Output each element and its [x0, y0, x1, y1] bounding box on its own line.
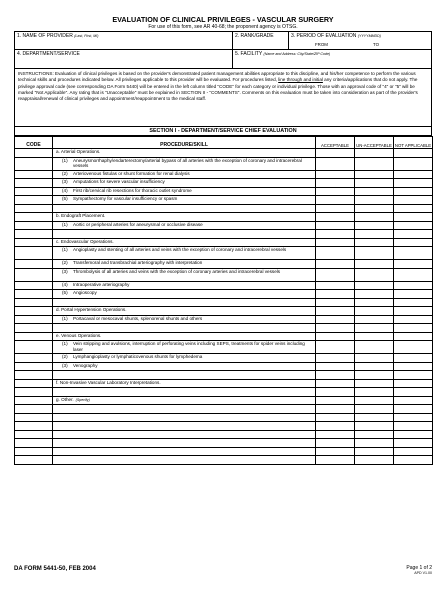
privilege-text: Transfemoral and transbrachial arteriography with interpretation — [73, 260, 203, 265]
privilege-unacceptable-cell[interactable] — [355, 179, 394, 188]
privilege-cell — [53, 362, 316, 371]
privilege-text: Aortic or peripheral arteries for aneurysmal or occlusive disease — [73, 221, 203, 227]
privilege-number: (5) — [62, 196, 68, 201]
privilege-unacceptable-cell[interactable] — [355, 354, 394, 363]
privilege-number: (2) — [62, 260, 68, 265]
privilege-unacceptable-cell[interactable] — [355, 221, 394, 230]
section-1-title: SECTION I - DEPARTMENT/SERVICE CHIEF EVALUATION — [14, 127, 432, 136]
blank-acceptable-cell[interactable] — [316, 422, 355, 431]
blank-acceptable-cell[interactable] — [316, 405, 355, 414]
facility-label: 5. FACILITY — [235, 51, 263, 57]
blank-code-cell[interactable] — [15, 324, 53, 333]
privilege-acceptable-cell[interactable] — [316, 221, 355, 230]
privilege-code-cell[interactable] — [15, 157, 53, 170]
group-acceptable-cell[interactable] — [316, 332, 355, 341]
group-label-cell — [53, 396, 316, 405]
group-label-cell — [53, 332, 316, 341]
privilege-acceptable-cell[interactable] — [316, 187, 355, 196]
group-label: a. Arterial Operations. — [56, 149, 101, 154]
group-unacceptable-cell[interactable] — [355, 149, 394, 158]
blank-row — [15, 456, 433, 465]
group-label-cell — [53, 238, 316, 247]
privilege-row — [15, 247, 433, 260]
privilege-cell — [53, 157, 316, 170]
group-unacceptable-cell[interactable] — [355, 396, 394, 405]
privilege-number: (1) — [62, 341, 68, 346]
privilege-number: (1) — [62, 221, 68, 227]
blank-not-applicable-cell[interactable] — [394, 371, 433, 380]
privilege-not-applicable-cell[interactable] — [394, 170, 433, 179]
group-not-applicable-cell[interactable] — [394, 332, 433, 341]
group-label-cell — [53, 213, 316, 222]
procedure-column-header: PROCEDURE/SKILL — [53, 137, 316, 149]
privilege-unacceptable-cell[interactable] — [355, 290, 394, 299]
blank-unacceptable-cell[interactable] — [355, 439, 394, 448]
blank-unacceptable-cell[interactable] — [355, 388, 394, 397]
privilege-not-applicable-cell[interactable] — [394, 315, 433, 324]
group-row — [15, 396, 433, 405]
blank-acceptable-cell[interactable] — [316, 388, 355, 397]
privilege-not-applicable-cell[interactable] — [394, 187, 433, 196]
privilege-cell — [53, 187, 316, 196]
blank-unacceptable-cell[interactable] — [355, 324, 394, 333]
blank-unacceptable-cell[interactable] — [355, 204, 394, 213]
rank-grade-label: 2. RANK/GRADE — [235, 33, 274, 39]
privilege-row — [15, 341, 433, 354]
header-block — [14, 31, 432, 69]
department-service-label: 4. DEPARTMENT/SERVICE — [17, 51, 80, 57]
blank-code-cell[interactable] — [15, 230, 53, 239]
privilege-row — [15, 187, 433, 196]
blank-row — [15, 439, 433, 448]
privilege-code-cell[interactable] — [15, 362, 53, 371]
blank-procedure-cell[interactable] — [53, 230, 316, 239]
blank-row — [15, 230, 433, 239]
blank-row — [15, 405, 433, 414]
blank-not-applicable-cell[interactable] — [394, 447, 433, 456]
privilege-text: Aneurysmorrhaphy/endarterectomy/arterial bypass of all arteries with the exception of coronary and intracerebral vessels — [73, 157, 302, 169]
blank-procedure-cell[interactable] — [53, 439, 316, 448]
privilege-not-applicable-cell[interactable] — [394, 247, 433, 260]
blank-unacceptable-cell[interactable] — [355, 447, 394, 456]
blank-unacceptable-cell[interactable] — [355, 298, 394, 307]
privilege-code-cell[interactable] — [15, 221, 53, 230]
blank-code-cell[interactable] — [15, 439, 53, 448]
blank-procedure-cell[interactable] — [53, 204, 316, 213]
group-acceptable-cell[interactable] — [316, 307, 355, 316]
blank-acceptable-cell[interactable] — [316, 371, 355, 380]
privilege-number: (3) — [62, 179, 68, 184]
blank-procedure-cell[interactable] — [53, 324, 316, 333]
group-row — [15, 332, 433, 341]
blank-not-applicable-cell[interactable] — [394, 204, 433, 213]
group-unacceptable-cell[interactable] — [355, 332, 394, 341]
acceptable-column-header: ACCEPTABLE — [316, 137, 355, 149]
group-code-cell[interactable] — [15, 379, 53, 388]
privilege-cell — [53, 170, 316, 179]
privilege-number: (2) — [62, 354, 68, 359]
instructions-underlined-text: line through and initial — [278, 77, 323, 83]
page-number: Page 1 of 2 — [406, 565, 432, 571]
group-not-applicable-cell[interactable] — [394, 213, 433, 222]
blank-procedure-cell[interactable] — [53, 413, 316, 422]
evaluation-period-hint: (YYYYMMDD) — [357, 34, 381, 38]
group-not-applicable-cell[interactable] — [394, 396, 433, 405]
privilege-row — [15, 221, 433, 230]
blank-procedure-cell[interactable] — [53, 388, 316, 397]
code-column-header: CODE — [15, 137, 53, 149]
privilege-not-applicable-cell[interactable] — [394, 268, 433, 281]
group-code-cell[interactable] — [15, 238, 53, 247]
instructions-text-part2: any criteria/applications that do not apply. The privilege approval code (see corresponding DA Form 5440) will be entered in the left column titled "CODE" for each category or individual privilege. Those with an approval code of "4" or "5" will be marked "Not Applicable". Any rating that is "Unacceptable" must be explained in SECTION II - "COMMENTS". Comments on this evaluation must be taken into consideration as part of the provider's reappraisal/renewal of clinical privileges and appointment/reappointment to the medical staff. — [18, 77, 418, 102]
blank-row — [15, 388, 433, 397]
group-not-applicable-cell[interactable] — [394, 149, 433, 158]
privilege-unacceptable-cell[interactable] — [355, 341, 394, 354]
group-label: c. Endovascular Operations. — [56, 238, 114, 244]
blank-procedure-cell[interactable] — [53, 422, 316, 431]
group-unacceptable-cell[interactable] — [355, 238, 394, 247]
group-label: b. Endograft Placement. — [56, 213, 106, 218]
privilege-code-cell[interactable] — [15, 187, 53, 196]
provider-name-hint: (Last, First, MI) — [74, 34, 99, 38]
blank-acceptable-cell[interactable] — [316, 413, 355, 422]
privilege-code-cell[interactable] — [15, 196, 53, 205]
privilege-unacceptable-cell[interactable] — [355, 196, 394, 205]
privilege-cell — [53, 281, 316, 290]
blank-not-applicable-cell[interactable] — [394, 413, 433, 422]
group-row — [15, 238, 433, 247]
blank-procedure-cell[interactable] — [53, 456, 316, 465]
privilege-cell — [53, 290, 316, 299]
blank-procedure-cell[interactable] — [53, 430, 316, 439]
group-not-applicable-cell[interactable] — [394, 307, 433, 316]
rank-grade-field[interactable] — [232, 32, 288, 49]
group-acceptable-cell[interactable] — [316, 396, 355, 405]
privilege-code-cell[interactable] — [15, 281, 53, 290]
blank-not-applicable-cell[interactable] — [394, 439, 433, 448]
group-acceptable-cell[interactable] — [316, 213, 355, 222]
group-label: f. Non-Invasive Vascular Laboratory Interpretations. — [56, 379, 161, 385]
blank-procedure-cell[interactable] — [53, 405, 316, 414]
privilege-code-cell[interactable] — [15, 247, 53, 260]
blank-code-cell[interactable] — [15, 405, 53, 414]
privilege-text: First rib/cervical rib resections for thoracic outlet syndrome — [73, 187, 192, 193]
privilege-not-applicable-cell[interactable] — [394, 196, 433, 205]
form-title: EVALUATION OF CLINICAL PRIVILEGES - VASCULAR SURGERY — [112, 15, 334, 24]
privilege-cell — [53, 260, 316, 269]
group-acceptable-cell[interactable] — [316, 379, 355, 388]
group-unacceptable-cell[interactable] — [355, 379, 394, 388]
privilege-unacceptable-cell[interactable] — [355, 260, 394, 269]
privilege-not-applicable-cell[interactable] — [394, 290, 433, 299]
blank-code-cell[interactable] — [15, 413, 53, 422]
blank-acceptable-cell[interactable] — [316, 230, 355, 239]
blank-code-cell[interactable] — [15, 456, 53, 465]
privilege-number: (4) — [62, 281, 68, 287]
group-code-cell[interactable] — [15, 332, 53, 341]
instructions-text-part1: INSTRUCTIONS: Evaluation of clinical privileges is based on the provider's demonstrated patient management abilities appropriate to this discipline, and his/her competence to perform the various technical skills and procedures indicated below. All privileges applicable to this provider will be evaluated. For procedures listed, — [18, 71, 416, 83]
privilege-row — [15, 196, 433, 205]
group-unacceptable-cell[interactable] — [355, 307, 394, 316]
provider-name-field[interactable] — [15, 32, 232, 49]
blank-unacceptable-cell[interactable] — [355, 456, 394, 465]
blank-row — [15, 430, 433, 439]
privilege-text: Arteriovenous fistulas or shunt formation for renal dialysis — [73, 170, 190, 176]
privilege-number: (3) — [62, 362, 68, 368]
blank-code-cell[interactable] — [15, 447, 53, 456]
privilege-cell — [53, 354, 316, 363]
privilege-acceptable-cell[interactable] — [316, 281, 355, 290]
blank-unacceptable-cell[interactable] — [355, 405, 394, 414]
privilege-code-cell[interactable] — [15, 179, 53, 188]
period-to-label: TO — [373, 42, 380, 47]
group-row — [15, 379, 433, 388]
blank-row — [15, 371, 433, 380]
blank-not-applicable-cell[interactable] — [394, 388, 433, 397]
blank-code-cell[interactable] — [15, 204, 53, 213]
privilege-row — [15, 260, 433, 269]
blank-acceptable-cell[interactable] — [316, 430, 355, 439]
privilege-code-cell[interactable] — [15, 260, 53, 269]
privilege-text: Intraoperative arteriography — [73, 281, 130, 287]
privilege-code-cell[interactable] — [15, 354, 53, 363]
privilege-not-applicable-cell[interactable] — [394, 281, 433, 290]
privilege-not-applicable-cell[interactable] — [394, 362, 433, 371]
privilege-text: Venography — [73, 362, 98, 368]
blank-acceptable-cell[interactable] — [316, 447, 355, 456]
privilege-acceptable-cell[interactable] — [316, 170, 355, 179]
blank-row — [15, 413, 433, 422]
privilege-text: Lymphangioplasty or lymphaticovenous shunts for lymphedema — [73, 354, 203, 359]
group-unacceptable-cell[interactable] — [355, 213, 394, 222]
privilege-acceptable-cell[interactable] — [316, 268, 355, 281]
privilege-acceptable-cell[interactable] — [316, 362, 355, 371]
blank-code-cell[interactable] — [15, 422, 53, 431]
group-not-applicable-cell[interactable] — [394, 379, 433, 388]
privilege-number: (2) — [62, 170, 68, 176]
blank-code-cell[interactable] — [15, 430, 53, 439]
privilege-text: Vein stripping and avulsions, interruption of perforating veins including SEPS, treatments for spider veins including laser — [73, 341, 305, 352]
blank-code-cell[interactable] — [15, 298, 53, 307]
privilege-acceptable-cell[interactable] — [316, 315, 355, 324]
group-not-applicable-cell[interactable] — [394, 238, 433, 247]
form-subtitle: For use of this form, see AR 40-68; the proponent agency is OTSG. — [148, 24, 298, 30]
privilege-number: (1) — [62, 157, 68, 163]
privilege-acceptable-cell[interactable] — [316, 247, 355, 260]
privilege-not-applicable-cell[interactable] — [394, 354, 433, 363]
privilege-text: Angioscopy — [73, 290, 97, 295]
privilege-row — [15, 354, 433, 363]
blank-not-applicable-cell[interactable] — [394, 430, 433, 439]
privilege-acceptable-cell[interactable] — [316, 260, 355, 269]
privilege-code-cell[interactable] — [15, 341, 53, 354]
group-row — [15, 213, 433, 222]
blank-not-applicable-cell[interactable] — [394, 422, 433, 431]
blank-acceptable-cell[interactable] — [316, 204, 355, 213]
group-label: g. Other. — [56, 396, 74, 402]
privilege-acceptable-cell[interactable] — [316, 179, 355, 188]
privilege-cell — [53, 179, 316, 188]
privilege-unacceptable-cell[interactable] — [355, 247, 394, 260]
evaluation-period-field[interactable] — [288, 32, 431, 49]
group-code-cell[interactable] — [15, 396, 53, 405]
privilege-not-applicable-cell[interactable] — [394, 260, 433, 269]
privilege-text: Amputations for severe vascular insufficiency — [73, 179, 165, 184]
privilege-unacceptable-cell[interactable] — [355, 362, 394, 371]
blank-unacceptable-cell[interactable] — [355, 422, 394, 431]
blank-not-applicable-cell[interactable] — [394, 298, 433, 307]
blank-unacceptable-cell[interactable] — [355, 413, 394, 422]
blank-code-cell[interactable] — [15, 371, 53, 380]
blank-procedure-cell[interactable] — [53, 447, 316, 456]
privilege-cell — [53, 247, 316, 260]
privilege-unacceptable-cell[interactable] — [355, 315, 394, 324]
privilege-unacceptable-cell[interactable] — [355, 170, 394, 179]
group-row — [15, 307, 433, 316]
privilege-acceptable-cell[interactable] — [316, 290, 355, 299]
privilege-cell — [53, 196, 316, 205]
privilege-number: (5) — [62, 290, 68, 295]
form-version: APD V1.00 — [414, 571, 432, 576]
privilege-text: Angioplasty and stenting of all arteries and veins with the exception of coronary and intracerebral vessels — [73, 247, 287, 252]
privilege-acceptable-cell[interactable] — [316, 157, 355, 170]
privilege-not-applicable-cell[interactable] — [394, 179, 433, 188]
blank-code-cell[interactable] — [15, 388, 53, 397]
blank-row — [15, 324, 433, 333]
blank-acceptable-cell[interactable] — [316, 456, 355, 465]
privilege-number: (4) — [62, 187, 68, 193]
form-id: DA FORM 5441-50, FEB 2004 — [14, 566, 96, 572]
privilege-acceptable-cell[interactable] — [316, 354, 355, 363]
blank-unacceptable-cell[interactable] — [355, 371, 394, 380]
group-label-cell — [53, 379, 316, 388]
group-acceptable-cell[interactable] — [316, 149, 355, 158]
blank-unacceptable-cell[interactable] — [355, 230, 394, 239]
privilege-code-cell[interactable] — [15, 268, 53, 281]
privilege-row — [15, 157, 433, 170]
group-acceptable-cell[interactable] — [316, 238, 355, 247]
privilege-row — [15, 290, 433, 299]
privilege-number: (1) — [62, 315, 68, 321]
privilege-row — [15, 170, 433, 179]
group-code-cell[interactable] — [15, 307, 53, 316]
privilege-text: Portacaval or mesocaval shunts, splenorenal shunts and others — [73, 315, 203, 321]
group-label-cell — [53, 149, 316, 158]
blank-procedure-cell[interactable] — [53, 298, 316, 307]
blank-row — [15, 204, 433, 213]
privilege-not-applicable-cell[interactable] — [394, 157, 433, 170]
privilege-unacceptable-cell[interactable] — [355, 157, 394, 170]
facility-field[interactable] — [232, 50, 431, 68]
form-page — [14, 16, 432, 465]
blank-acceptable-cell[interactable] — [316, 439, 355, 448]
blank-not-applicable-cell[interactable] — [394, 324, 433, 333]
group-row — [15, 149, 433, 158]
privilege-cell — [53, 315, 316, 324]
group-hint: (Specify) — [75, 397, 90, 402]
privilege-code-cell[interactable] — [15, 315, 53, 324]
provider-name-label: 1. NAME OF PROVIDER — [17, 33, 73, 39]
blank-row — [15, 422, 433, 431]
group-label-cell — [53, 307, 316, 316]
facility-hint: (Name and Address: City/State/ZIP Code) — [263, 52, 331, 56]
department-service-field[interactable] — [15, 50, 232, 68]
privileges-table — [14, 136, 433, 465]
evaluation-period-label: 3. PERIOD OF EVALUATION — [291, 33, 357, 39]
privilege-cell — [53, 221, 316, 230]
privilege-row — [15, 268, 433, 281]
privilege-row — [15, 179, 433, 188]
unacceptable-column-header: UN-ACCEPTABLE — [355, 137, 394, 149]
privilege-not-applicable-cell[interactable] — [394, 341, 433, 354]
blank-acceptable-cell[interactable] — [316, 324, 355, 333]
privilege-acceptable-cell[interactable] — [316, 196, 355, 205]
privilege-cell — [53, 341, 316, 354]
privilege-code-cell[interactable] — [15, 290, 53, 299]
blank-row — [15, 447, 433, 456]
privilege-unacceptable-cell[interactable] — [355, 281, 394, 290]
privilege-row — [15, 315, 433, 324]
privilege-number: (3) — [62, 268, 68, 274]
not-applicable-column-header: NOT APPLICABLE — [394, 137, 433, 149]
privilege-text: Thrombolysis of all arteries and veins with the exception of coronary arteries and intracerebral vessels — [73, 268, 281, 274]
period-from-label: FROM — [315, 42, 328, 47]
privilege-text: Sympathectomy for vascular insufficiency or spasm — [73, 196, 178, 201]
blank-not-applicable-cell[interactable] — [394, 456, 433, 465]
privilege-not-applicable-cell[interactable] — [394, 221, 433, 230]
instructions-block — [14, 69, 432, 127]
privilege-number: (1) — [62, 247, 68, 252]
privilege-acceptable-cell[interactable] — [316, 341, 355, 354]
group-label: e. Venous Operations. — [56, 332, 102, 338]
privilege-unacceptable-cell[interactable] — [355, 187, 394, 196]
blank-acceptable-cell[interactable] — [316, 298, 355, 307]
group-label: d. Portal Hypertension Operations. — [56, 307, 127, 312]
privilege-row — [15, 362, 433, 371]
blank-not-applicable-cell[interactable] — [394, 230, 433, 239]
privilege-unacceptable-cell[interactable] — [355, 268, 394, 281]
privilege-cell — [53, 268, 316, 281]
group-code-cell[interactable] — [15, 213, 53, 222]
group-code-cell[interactable] — [15, 149, 53, 158]
privilege-row — [15, 281, 433, 290]
blank-procedure-cell[interactable] — [53, 371, 316, 380]
blank-unacceptable-cell[interactable] — [355, 430, 394, 439]
blank-not-applicable-cell[interactable] — [394, 405, 433, 414]
blank-row — [15, 298, 433, 307]
privileges-table-body — [15, 149, 433, 465]
privilege-code-cell[interactable] — [15, 170, 53, 179]
